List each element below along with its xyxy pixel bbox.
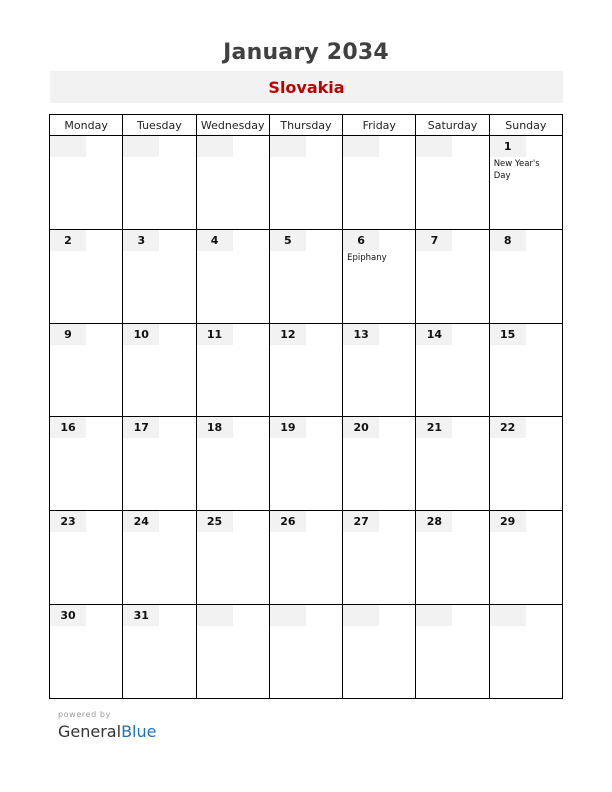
day-cell [489, 229, 562, 323]
day-number: 1 [503, 140, 512, 153]
day-cell [269, 323, 342, 417]
day-number [490, 605, 526, 626]
powered-by-text: powered by [58, 710, 111, 719]
day-cell [343, 136, 416, 230]
day-cell [196, 136, 269, 230]
calendar-title: January 2034 [223, 40, 389, 65]
day-cell [343, 511, 416, 605]
day-cell [123, 229, 196, 323]
day-number: 18 [206, 421, 223, 435]
day-cell [196, 323, 269, 417]
weekday-header: Saturday [416, 115, 489, 136]
day-number: 30 [60, 609, 76, 623]
country-banner [50, 71, 563, 103]
day-number: 16 [60, 421, 76, 435]
day-number: 21 [426, 421, 443, 435]
day-cell [196, 229, 269, 323]
day-cell [416, 323, 489, 417]
country-name: Slovakia [268, 77, 345, 97]
day-number: 4 [210, 233, 219, 247]
week-row [50, 511, 563, 605]
day-number [197, 605, 233, 626]
day-number: 24 [133, 515, 149, 529]
day-cell [123, 417, 196, 511]
weekday-header: Tuesday [123, 115, 196, 136]
weekday-header: Wednesday [196, 115, 269, 136]
day-cell [50, 417, 123, 511]
day-cell [489, 417, 562, 511]
day-cell [489, 511, 562, 605]
week-row [50, 605, 563, 699]
day-cell [416, 417, 489, 511]
day-cell [50, 605, 123, 699]
holiday-label: Epiphany [347, 252, 387, 263]
day-number [123, 136, 159, 157]
day-cell [50, 511, 123, 605]
day-number: 29 [500, 515, 516, 529]
week-row [50, 229, 563, 323]
day-cell [343, 229, 416, 323]
day-number: 10 [133, 327, 149, 341]
day-cell [269, 229, 342, 323]
day-cell [123, 605, 196, 699]
day-number: 2 [64, 233, 72, 247]
day-number: 28 [426, 515, 443, 529]
day-cell [269, 417, 342, 511]
day-number: 23 [60, 515, 76, 529]
day-cell [196, 605, 269, 699]
day-cell [123, 136, 196, 230]
weekday-header: Thursday [269, 115, 342, 136]
brand-name-part2: Blue [121, 722, 157, 741]
day-number: 22 [500, 421, 516, 435]
day-cell [416, 605, 489, 699]
day-number: 12 [280, 327, 296, 341]
week-row [50, 136, 563, 230]
day-cell [489, 323, 562, 417]
day-cell [50, 136, 123, 230]
day-number [197, 136, 233, 157]
day-number: 3 [137, 233, 146, 247]
day-cell [123, 511, 196, 605]
day-cell [343, 323, 416, 417]
day-number [270, 136, 306, 157]
day-number: 7 [430, 233, 439, 247]
day-cell [269, 511, 342, 605]
brand-name-part1: General [58, 722, 122, 741]
day-number: 31 [133, 609, 149, 623]
day-number: 19 [280, 421, 296, 435]
day-number: 27 [353, 515, 369, 529]
day-number: 14 [426, 327, 443, 341]
day-number: 26 [280, 515, 296, 529]
day-cell [343, 417, 416, 511]
day-cell [50, 229, 123, 323]
day-cell [489, 136, 562, 230]
day-number: 15 [500, 327, 516, 341]
day-number: 20 [353, 421, 369, 435]
day-number [416, 136, 452, 157]
day-cell [269, 605, 342, 699]
weekday-header: Friday [343, 115, 416, 136]
day-number [270, 605, 306, 626]
day-number: 5 [284, 233, 292, 247]
day-number: 8 [503, 233, 512, 247]
day-cell [416, 229, 489, 323]
day-cell [489, 605, 562, 699]
day-number [343, 605, 379, 626]
day-cell [416, 511, 489, 605]
brand-logo[interactable] [58, 722, 156, 741]
week-row [50, 417, 563, 511]
week-row [50, 323, 563, 417]
day-cell [269, 136, 342, 230]
day-cell [50, 323, 123, 417]
footer [58, 710, 156, 741]
day-number: 13 [353, 327, 369, 341]
day-number: 11 [206, 327, 223, 341]
day-cell [196, 417, 269, 511]
day-number [50, 136, 86, 157]
weekday-header: Sunday [489, 115, 562, 136]
weekday-header-row [50, 115, 563, 136]
day-cell [416, 136, 489, 230]
calendar-grid [49, 114, 563, 699]
day-cell [196, 511, 269, 605]
weekday-header: Monday [50, 115, 123, 136]
day-cell [123, 323, 196, 417]
holiday-label: New Year's Day [493, 159, 540, 181]
day-number: 9 [64, 327, 72, 341]
day-number [416, 605, 452, 626]
day-cell [343, 605, 416, 699]
day-number: 6 [357, 233, 365, 247]
calendar-body [50, 136, 563, 699]
day-number: 17 [133, 421, 149, 435]
day-number [343, 136, 379, 157]
day-number: 25 [206, 515, 223, 529]
